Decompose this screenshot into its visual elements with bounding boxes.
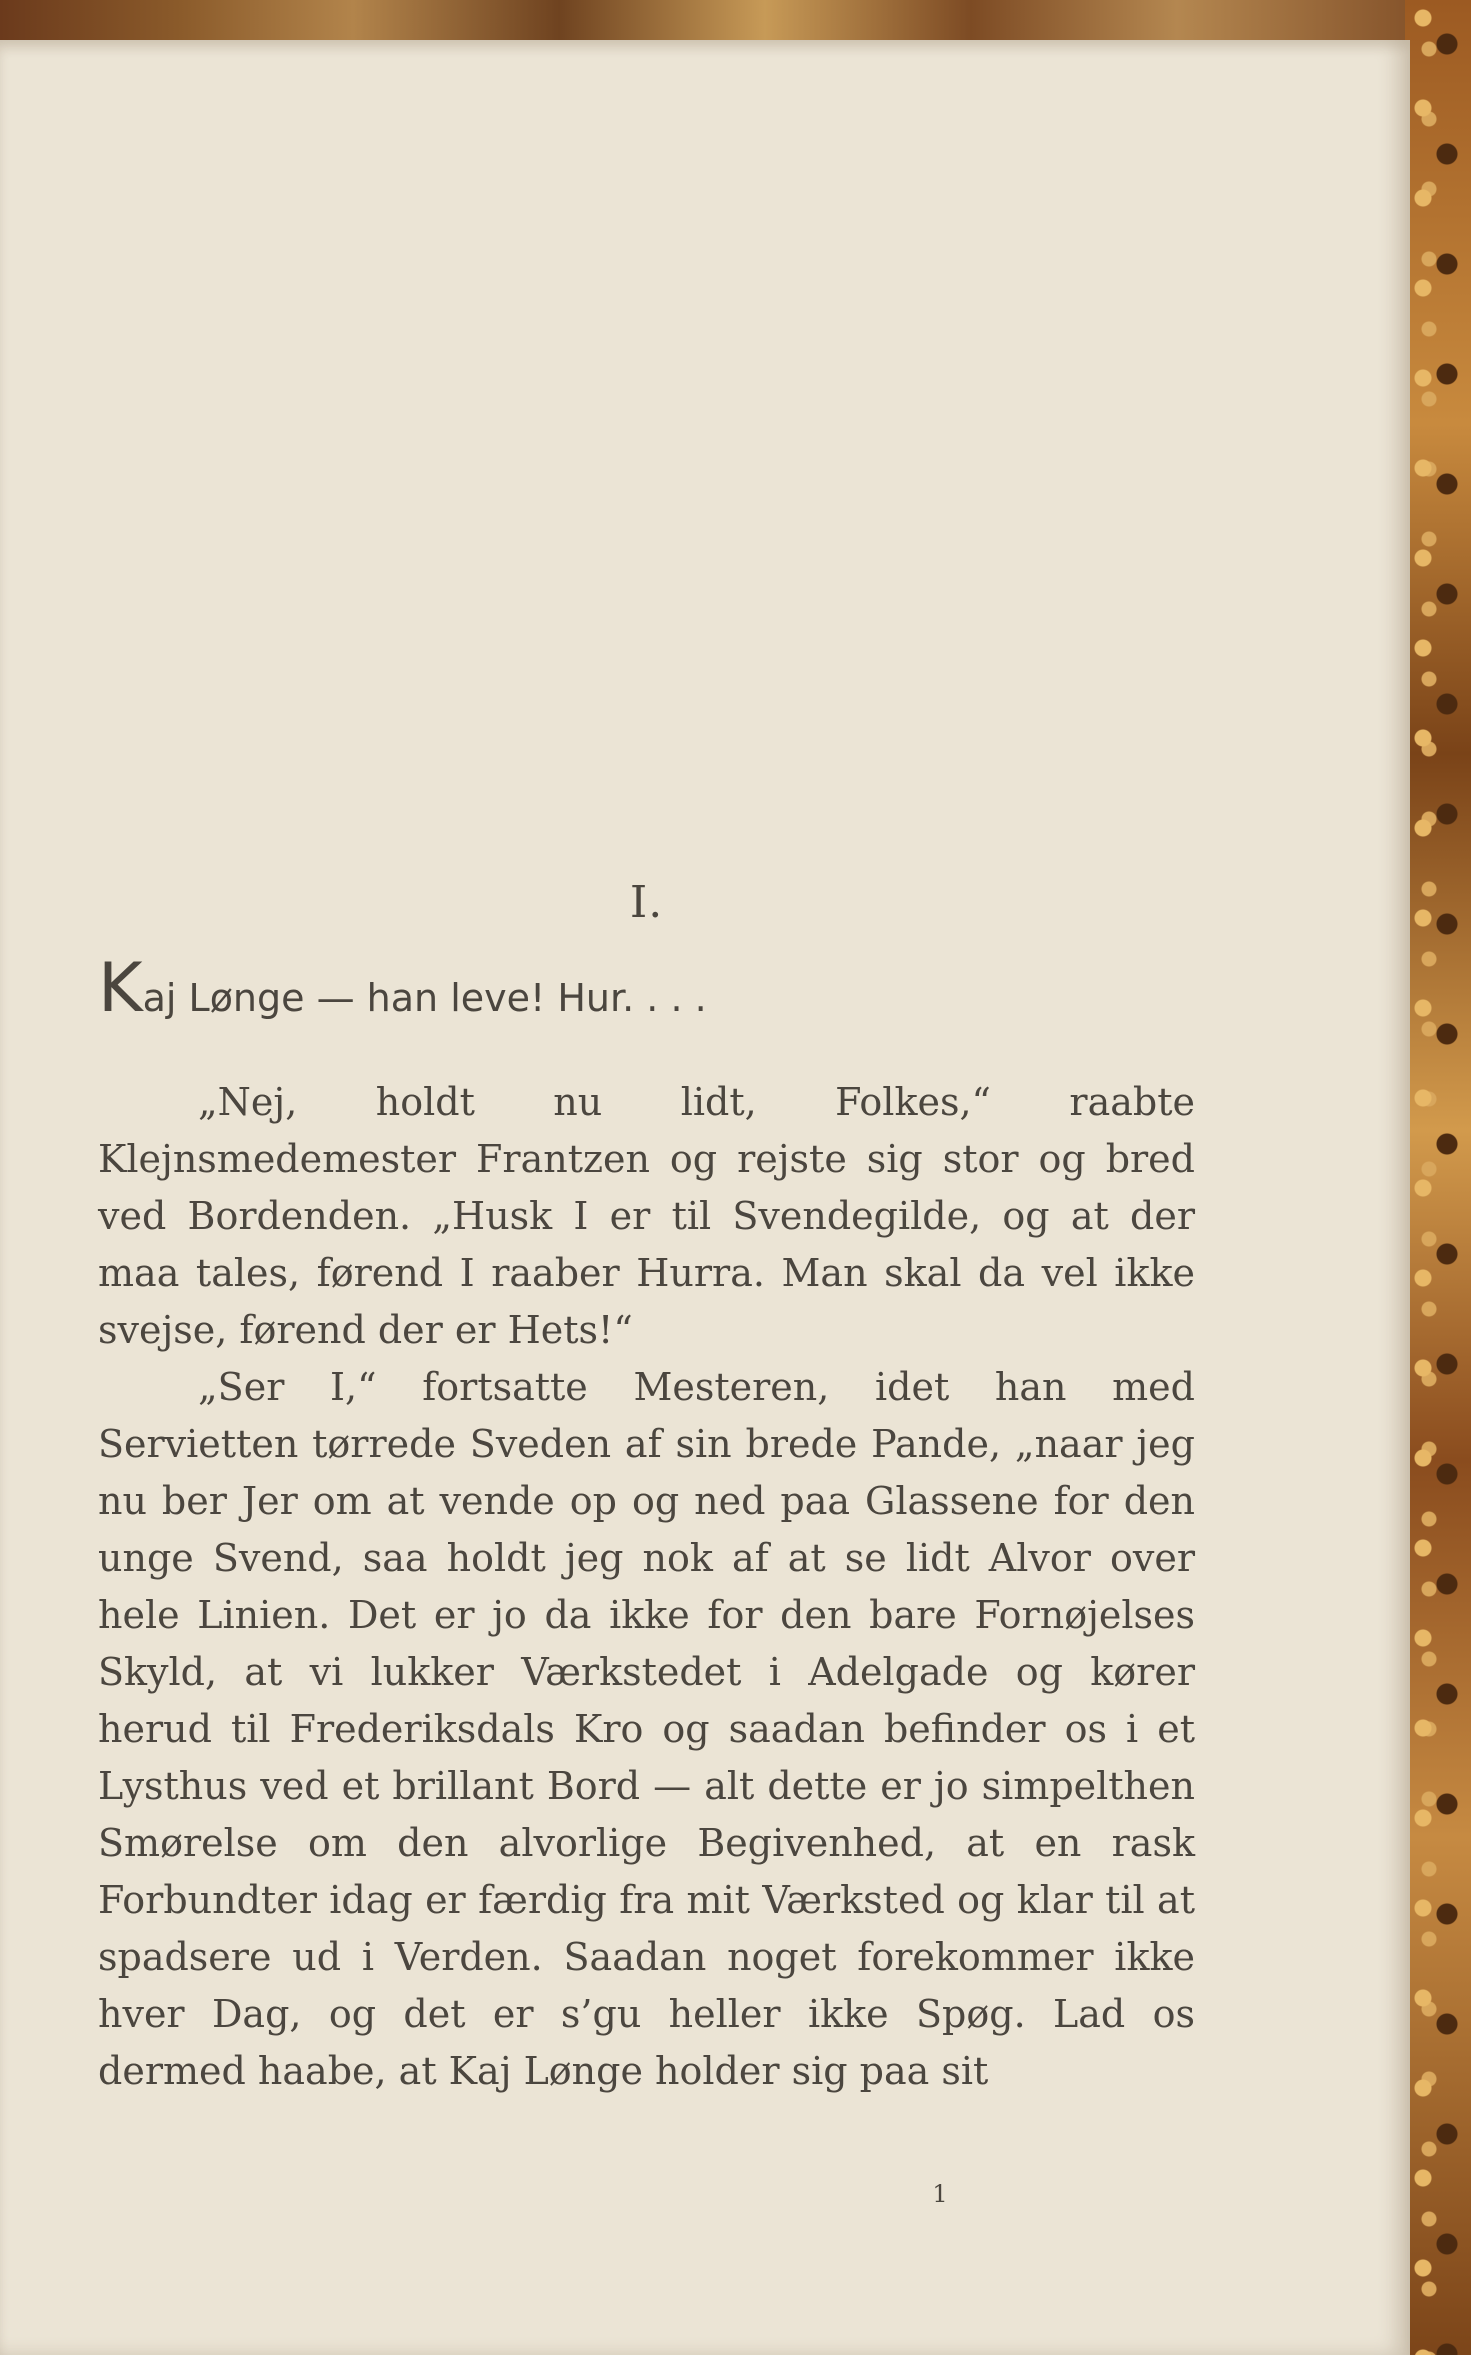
paragraph-2-text: „Ser I,“ fortsatte Mesteren, idet han med Servietten tørrede Sveden af sin brede Pande, „naar jeg nu ber Jer om at vende op og ned paa Glassene for den unge Svend, saa holdt jeg nok af at se lidt Alvor over hele Linien. Det er jo da ikke for den bare Fornøjelses Skyld, at vi lukker Værkstedet i Adelgade og kører herud til Frederiksdals Kro og saadan befinder os i et Lysthus ved et brillant Bord — alt dette er jo simpelthen Smørelse om den alvorlige Begivenhed, at en rask Forbundter idag er færdig fra mit Værksted og klar til at spadsere ud i Verden. Saadan noget forekommer ikke hver Dag, og det er s’gu heller ikke Spøg. Lad os dermed haabe, at Kaj Lønge holder sig paa sit bbox=[98, 1365, 1195, 2093]
paragraph-1 bbox=[98, 1074, 1195, 1359]
opening-line bbox=[98, 949, 1195, 1028]
book-top-edge bbox=[0, 0, 1471, 44]
opening-line-text: aj Lønge — han leve! Hur. . . . bbox=[142, 976, 707, 1020]
chapter-number: I. bbox=[629, 877, 664, 928]
book-page bbox=[0, 40, 1410, 2355]
paragraph-2 bbox=[98, 1359, 1195, 2100]
marbled-book-edge bbox=[1405, 0, 1471, 2355]
paragraph-1-text: „Nej, holdt nu lidt, Folkes,“ raabte Klejnsmedemester Frantzen og rejste sig stor og bred ved Bordenden. „Husk I er til Svendegilde, og at der maa tales, førend I raaber Hurra. Man skal da vel ikke svejse, førend der er Hets!“ bbox=[98, 1080, 1195, 1352]
opening-initial: K bbox=[98, 949, 143, 1028]
page-number: 1 bbox=[932, 2180, 948, 2208]
